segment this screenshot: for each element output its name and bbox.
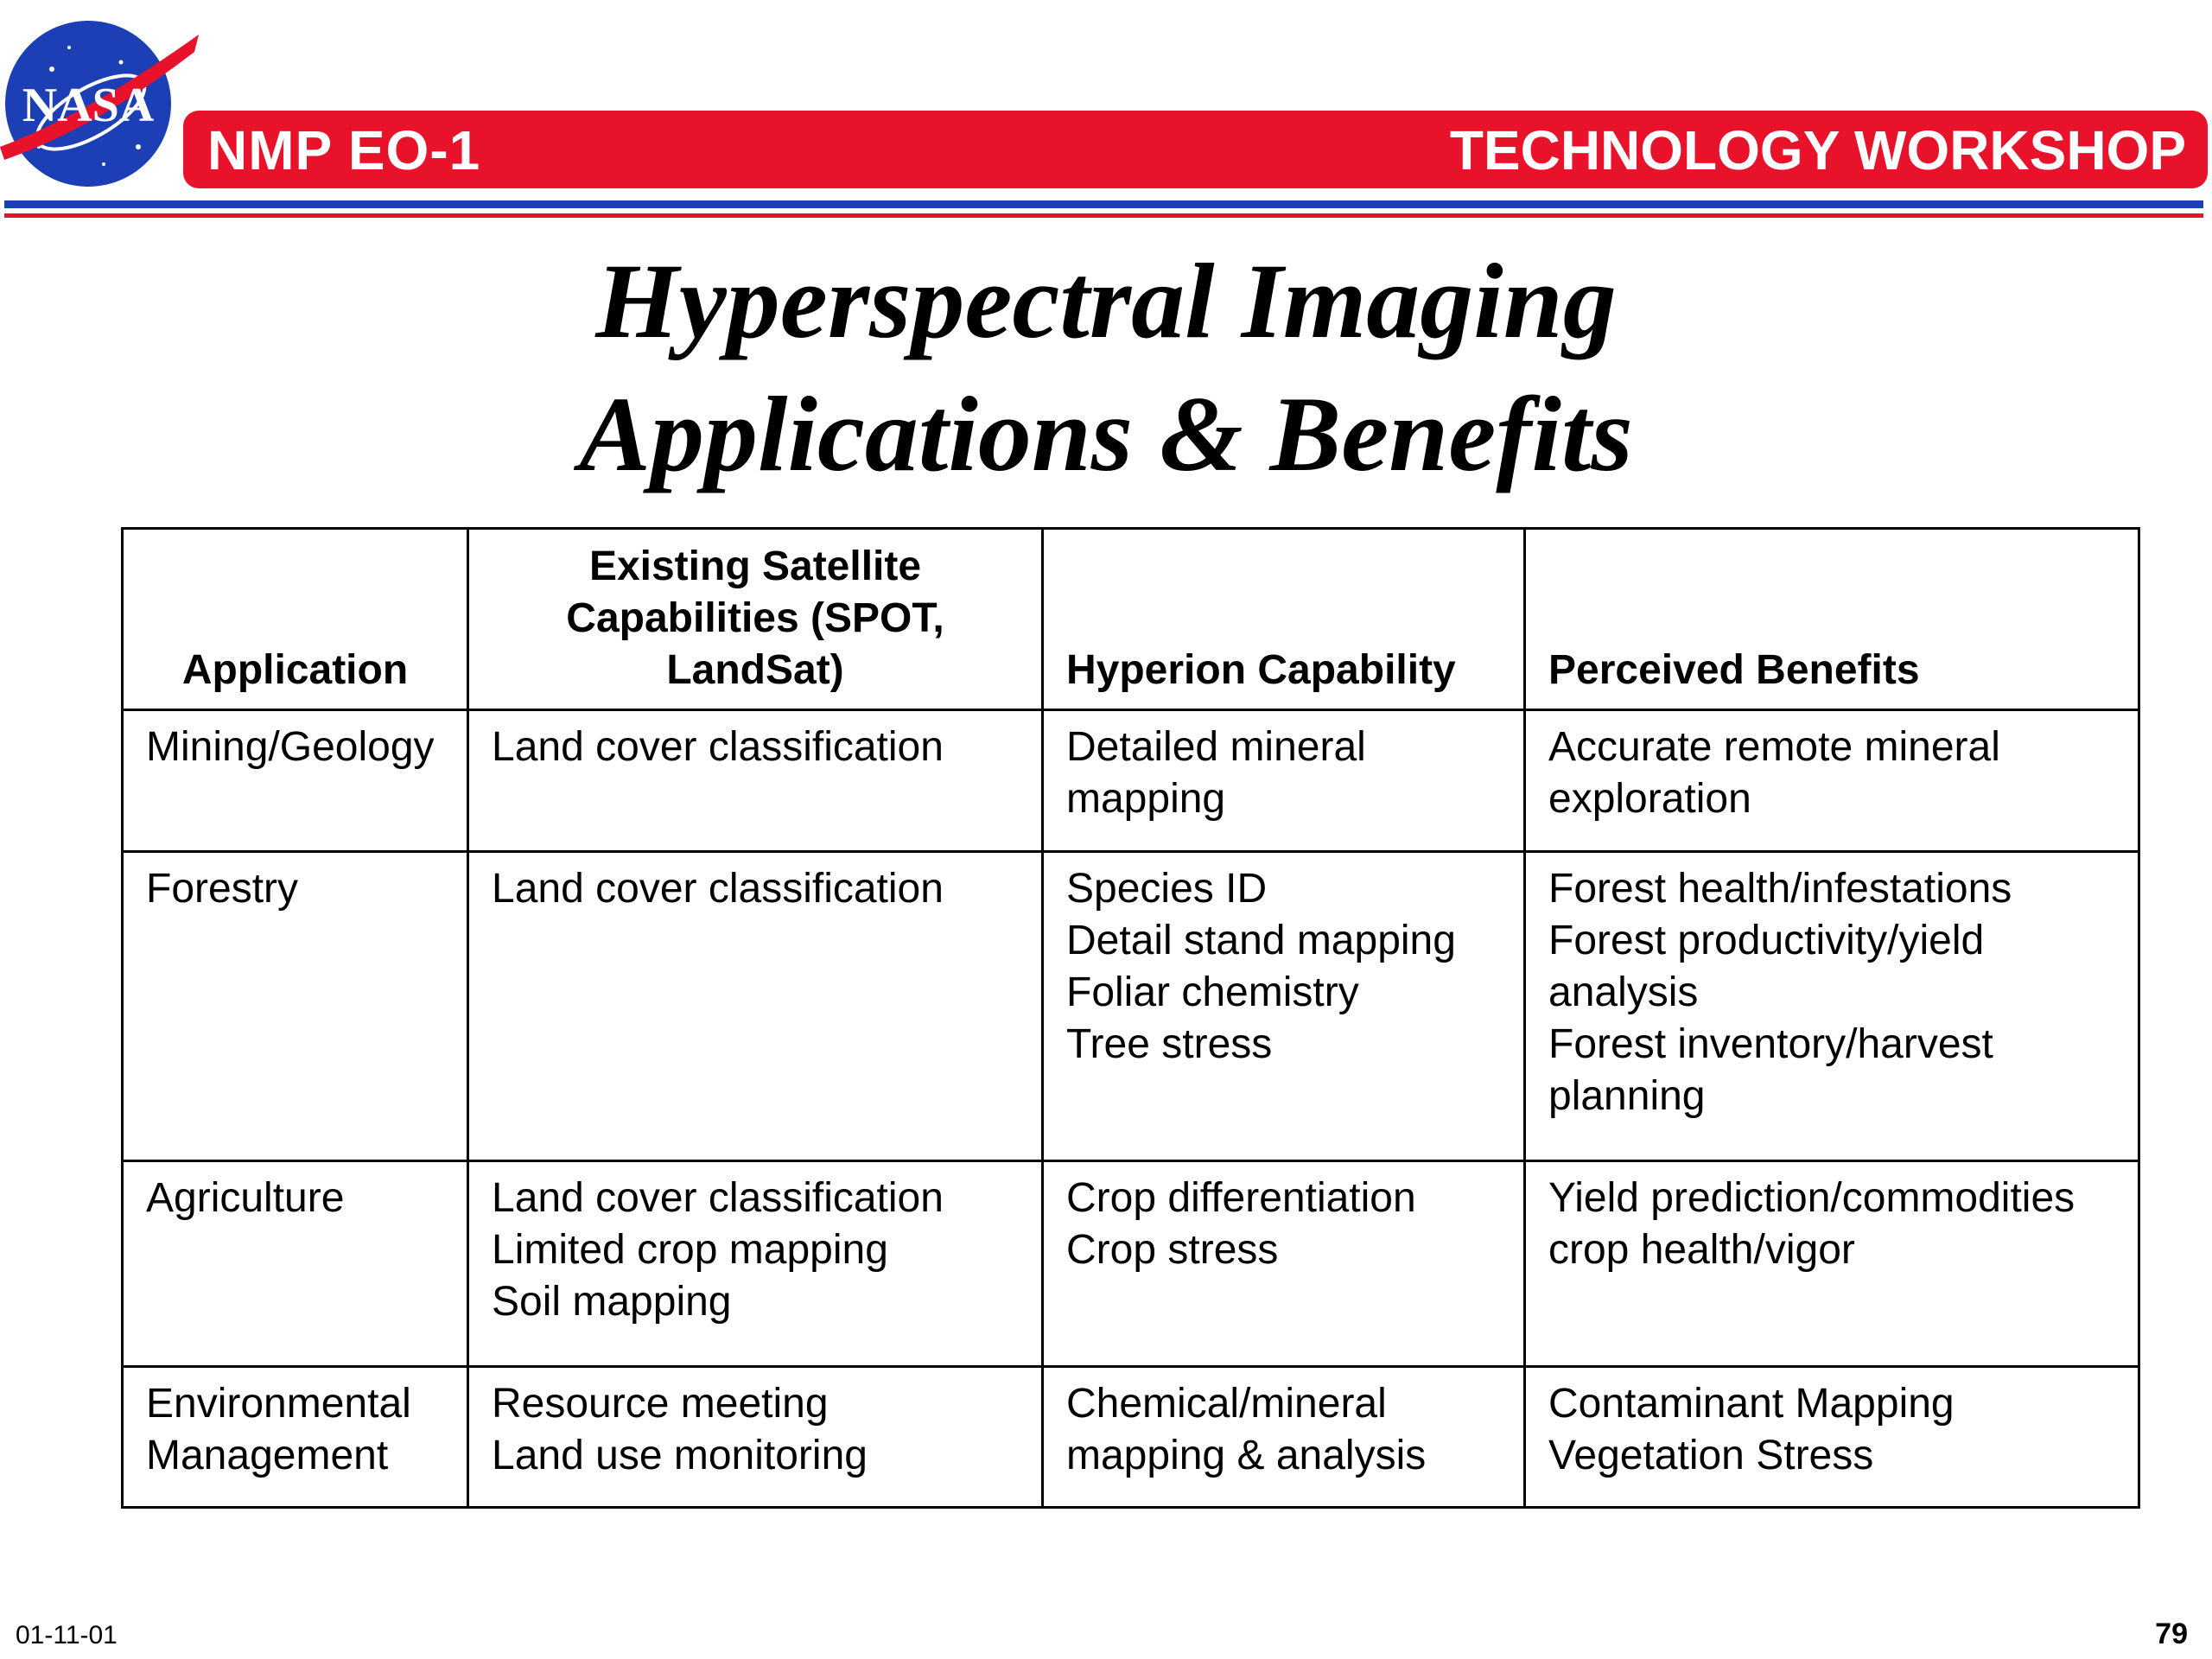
header-rule-blue [4,200,2203,208]
header-perceived-benefits: Perceived Benefits [1525,529,2139,710]
slide-title-line-2: Applications & Benefits [579,375,1633,493]
table-row [123,1367,2139,1508]
nasa-logo-icon [0,17,207,190]
slide-title [0,235,2212,501]
cell-application: Agriculture [123,1161,468,1367]
header-hyperion-capability: Hyperion Capability [1043,529,1525,710]
cell-application: Mining/Geology [123,710,468,852]
cell-existing: Resource meeting Land use monitoring [468,1367,1043,1508]
cell-hyperion: Chemical/mineral mapping & analysis [1043,1367,1525,1508]
cell-hyperion: Species ID Detail stand mapping Foliar chemistry Tree stress [1043,852,1525,1161]
cell-hyperion: Crop differentiation Crop stress [1043,1161,1525,1367]
table-row [123,852,2139,1161]
cell-benefits: Accurate remote mineral exploration [1525,710,2139,852]
cell-hyperion: Detailed mineral mapping [1043,710,1525,852]
cell-existing: Land cover classification Limited crop mapping Soil mapping [468,1161,1043,1367]
header-rule-red [4,213,2203,218]
cell-existing: Land cover classification [468,710,1043,852]
header-existing-capabilities: Existing Satellite Capabilities (SPOT, LandSat) [468,529,1043,710]
header-program-title: NMP EO-1 [207,119,481,181]
table-header-row [123,529,2139,710]
applications-table [121,527,2138,1506]
table-row [123,710,2139,852]
footer-page-number: 79 [2155,1618,2188,1650]
footer-date: 01-11-01 [16,1621,118,1649]
cell-existing: Land cover classification [468,852,1043,1161]
cell-benefits: Forest health/infestations Forest productivity/yield analysis Forest inventory/harvest planning [1525,852,2139,1161]
table-row [123,1161,2139,1367]
slide-title-line-1: Hyperspectral Imaging [595,242,1617,360]
cell-benefits: Contaminant Mapping Vegetation Stress [1525,1367,2139,1508]
cell-application: Forestry [123,852,468,1161]
logo-wordmark: NASA [22,79,155,132]
header-application: Application [123,529,468,710]
header-workshop-title: TECHNOLOGY WORKSHOP [1449,119,2186,181]
cell-benefits: Yield prediction/commodities crop health/vigor [1525,1161,2139,1367]
cell-application: Environmental Management [123,1367,468,1508]
